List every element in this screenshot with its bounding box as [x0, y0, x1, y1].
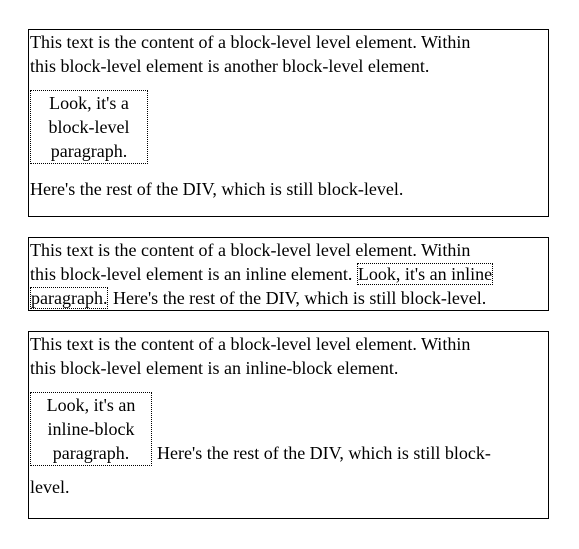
inline-paragraph-part-2: paragraph. — [31, 288, 108, 308]
paragraph-line-1: Look, it's an — [46, 395, 136, 415]
block-level-example — [28, 29, 549, 217]
outro-text-part-2: level. — [30, 477, 70, 497]
inline-example — [28, 237, 549, 311]
paragraph-line-3: paragraph. — [52, 443, 130, 463]
paragraph-line-2: block-level — [48, 117, 130, 137]
intro-text-line-2-row — [30, 262, 548, 286]
inline-block-paragraph — [30, 392, 152, 466]
paragraph-line-2: inline-block — [47, 419, 135, 439]
outro-text: Here's the rest of the DIV, which is still block-level. — [108, 288, 487, 308]
intro-text-line-1: This text is the content of a block-level level element. Within — [30, 32, 471, 52]
intro-text-line-2: this block-level element is another block-level element. — [30, 56, 430, 76]
intro-text-line-2: this block-level element is an inline-block element. — [30, 358, 399, 378]
paragraph-line-1: Look, it's a — [49, 93, 129, 113]
intro-text-line-1: This text is the content of a block-level level element. Within — [30, 240, 471, 260]
inline-block-example — [28, 331, 549, 519]
block-level-paragraph — [30, 90, 148, 164]
intro-text-line-1: This text is the content of a block-level level element. Within — [30, 334, 471, 354]
outro-text: Here's the rest of the DIV, which is still block-level. — [30, 179, 404, 199]
intro-text-line-2: this block-level element is an inline element. — [30, 264, 357, 284]
inline-paragraph-part-1: Look, it's an inline — [357, 264, 493, 284]
outro-row — [30, 286, 548, 310]
inline-block-row — [30, 392, 548, 466]
paragraph-line-3: paragraph. — [50, 141, 128, 161]
outro-text-part-1: Here's the rest of the DIV, which is still block- — [157, 443, 491, 463]
